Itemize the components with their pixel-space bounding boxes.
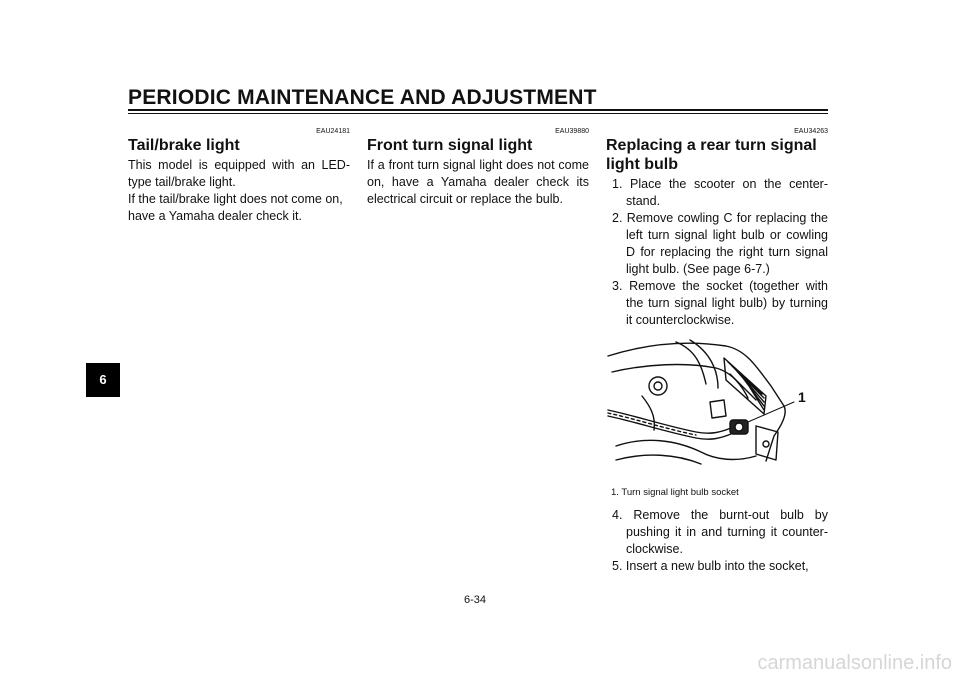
section-code: EAU39880 [555,128,589,135]
section-title: Replacing a rear turn signal light bulb [606,137,817,173]
paragraph: If the tail/brake light does not come on, have a Yamaha dealer check it. [128,192,343,223]
page-header-title: PERIODIC MAINTENANCE AND ADJUSTMENT [128,86,597,109]
page-number: 6-34 [464,594,487,606]
section-front-turn-signal [367,128,589,208]
paragraph: If a front turn signal light does not come on, have a Yamaha dealer check its electrical circuit or replace the bulb. [367,158,589,206]
header-rule [128,109,828,111]
steps-list-2 [606,507,828,575]
section-title: Tail/brake light [128,137,240,154]
header-rule-thin [128,113,828,114]
rear-turn-signal-figure [606,336,828,478]
watermark: carmanualsonline.info [757,652,952,674]
list-item: 4. Remove the burnt-out bulb by pushing it in and turning it counter-clockwise. [612,508,828,556]
paragraph: This model is equipped with an LED-type tail/brake light. [128,158,350,189]
list-item: 1. Place the scooter on the center-stand. [612,177,828,208]
section-title: Front turn signal light [367,137,533,154]
steps-continued [606,507,828,575]
figure-callout: 1 [798,389,806,405]
chapter-tab[interactable]: 6 [86,363,120,397]
section-rear-turn-signal [606,128,828,329]
section-code: EAU24181 [316,128,350,135]
scooter-rear-illustration [606,336,828,478]
section-tail-brake-light [128,128,350,225]
list-item: 2. Remove cowling C for replacing the left turn signal light bulb or cowling D for replacing the right turn signal light bulb. (See page 6-7.) [612,211,828,276]
list-item: 3. Remove the socket (together with the turn signal light bulb) by turning it counterclockwise. [612,279,828,327]
section-code: EAU34263 [794,128,828,135]
list-item: 5. Insert a new bulb into the socket, [612,559,809,573]
figure-caption: 1. Turn signal light bulb socket [611,487,739,498]
steps-list [606,176,828,329]
